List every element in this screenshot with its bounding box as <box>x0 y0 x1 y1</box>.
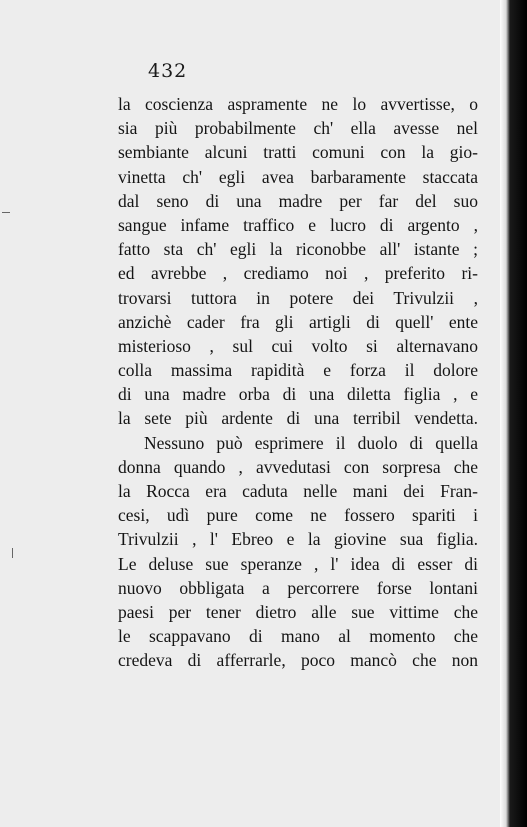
text-line: cesi, udì pure come ne fossero spariti i <box>118 505 478 526</box>
text-line: Le deluse sue speranze , l' idea di esser di <box>118 553 478 574</box>
body-text <box>118 92 478 673</box>
text-line: Trivulzii , l' Ebreo e la giovine sua figlia. <box>118 529 478 550</box>
page-number: 432 <box>148 60 188 82</box>
text-line: di una madre orba di una diletta figlia , e <box>118 384 478 405</box>
text-line: anzichè cader fra gli artigli di quell' ente <box>118 311 478 332</box>
text-line: misterioso , sul cui volto si alternavano <box>118 335 478 356</box>
text-line: la sete più ardente di una terribil vendetta. <box>118 408 478 429</box>
margin-mark <box>2 212 10 213</box>
text-line: vinetta ch' egli avea barbaramente staccata <box>118 166 478 187</box>
text-line: le scappavano di mano al momento che <box>118 626 478 647</box>
text-line: paesi per tener dietro alle sue vittime che <box>118 601 478 622</box>
text-line: donna quando , avvedutasi con sorpresa che <box>118 456 478 477</box>
text-line: fatto sta ch' egli la riconobbe all' istante ; <box>118 239 478 260</box>
text-line: ed avrebbe , crediamo noi , preferito ri- <box>118 263 478 284</box>
text-line: Nessuno può esprimere il duolo di quella <box>144 432 478 453</box>
text-line: la Rocca era caduta nelle mani dei Fran- <box>118 481 478 501</box>
text-line: sembiante alcuni tratti comuni con la gio- <box>118 142 478 163</box>
text-line: la coscienza aspramente ne lo avvertisse, o <box>118 94 478 114</box>
text-line: trovarsi tuttora in potere dei Trivulzii , <box>118 287 478 308</box>
text-line: colla massima rapidità e forza il dolore <box>118 360 478 381</box>
text-line: dal seno di una madre per far del suo <box>118 190 478 211</box>
text-line: sangue infame traffico e lucro di argento , <box>118 214 478 235</box>
text-line: sia più probabilmente ch' ella avesse nel <box>118 118 478 139</box>
text-line: credeva di afferrarle, poco mancò che non <box>118 650 478 671</box>
book-spine-edge <box>500 0 527 827</box>
margin-mark <box>12 548 13 558</box>
text-line: nuovo obbligata a percorrere forse lontani <box>118 577 478 598</box>
